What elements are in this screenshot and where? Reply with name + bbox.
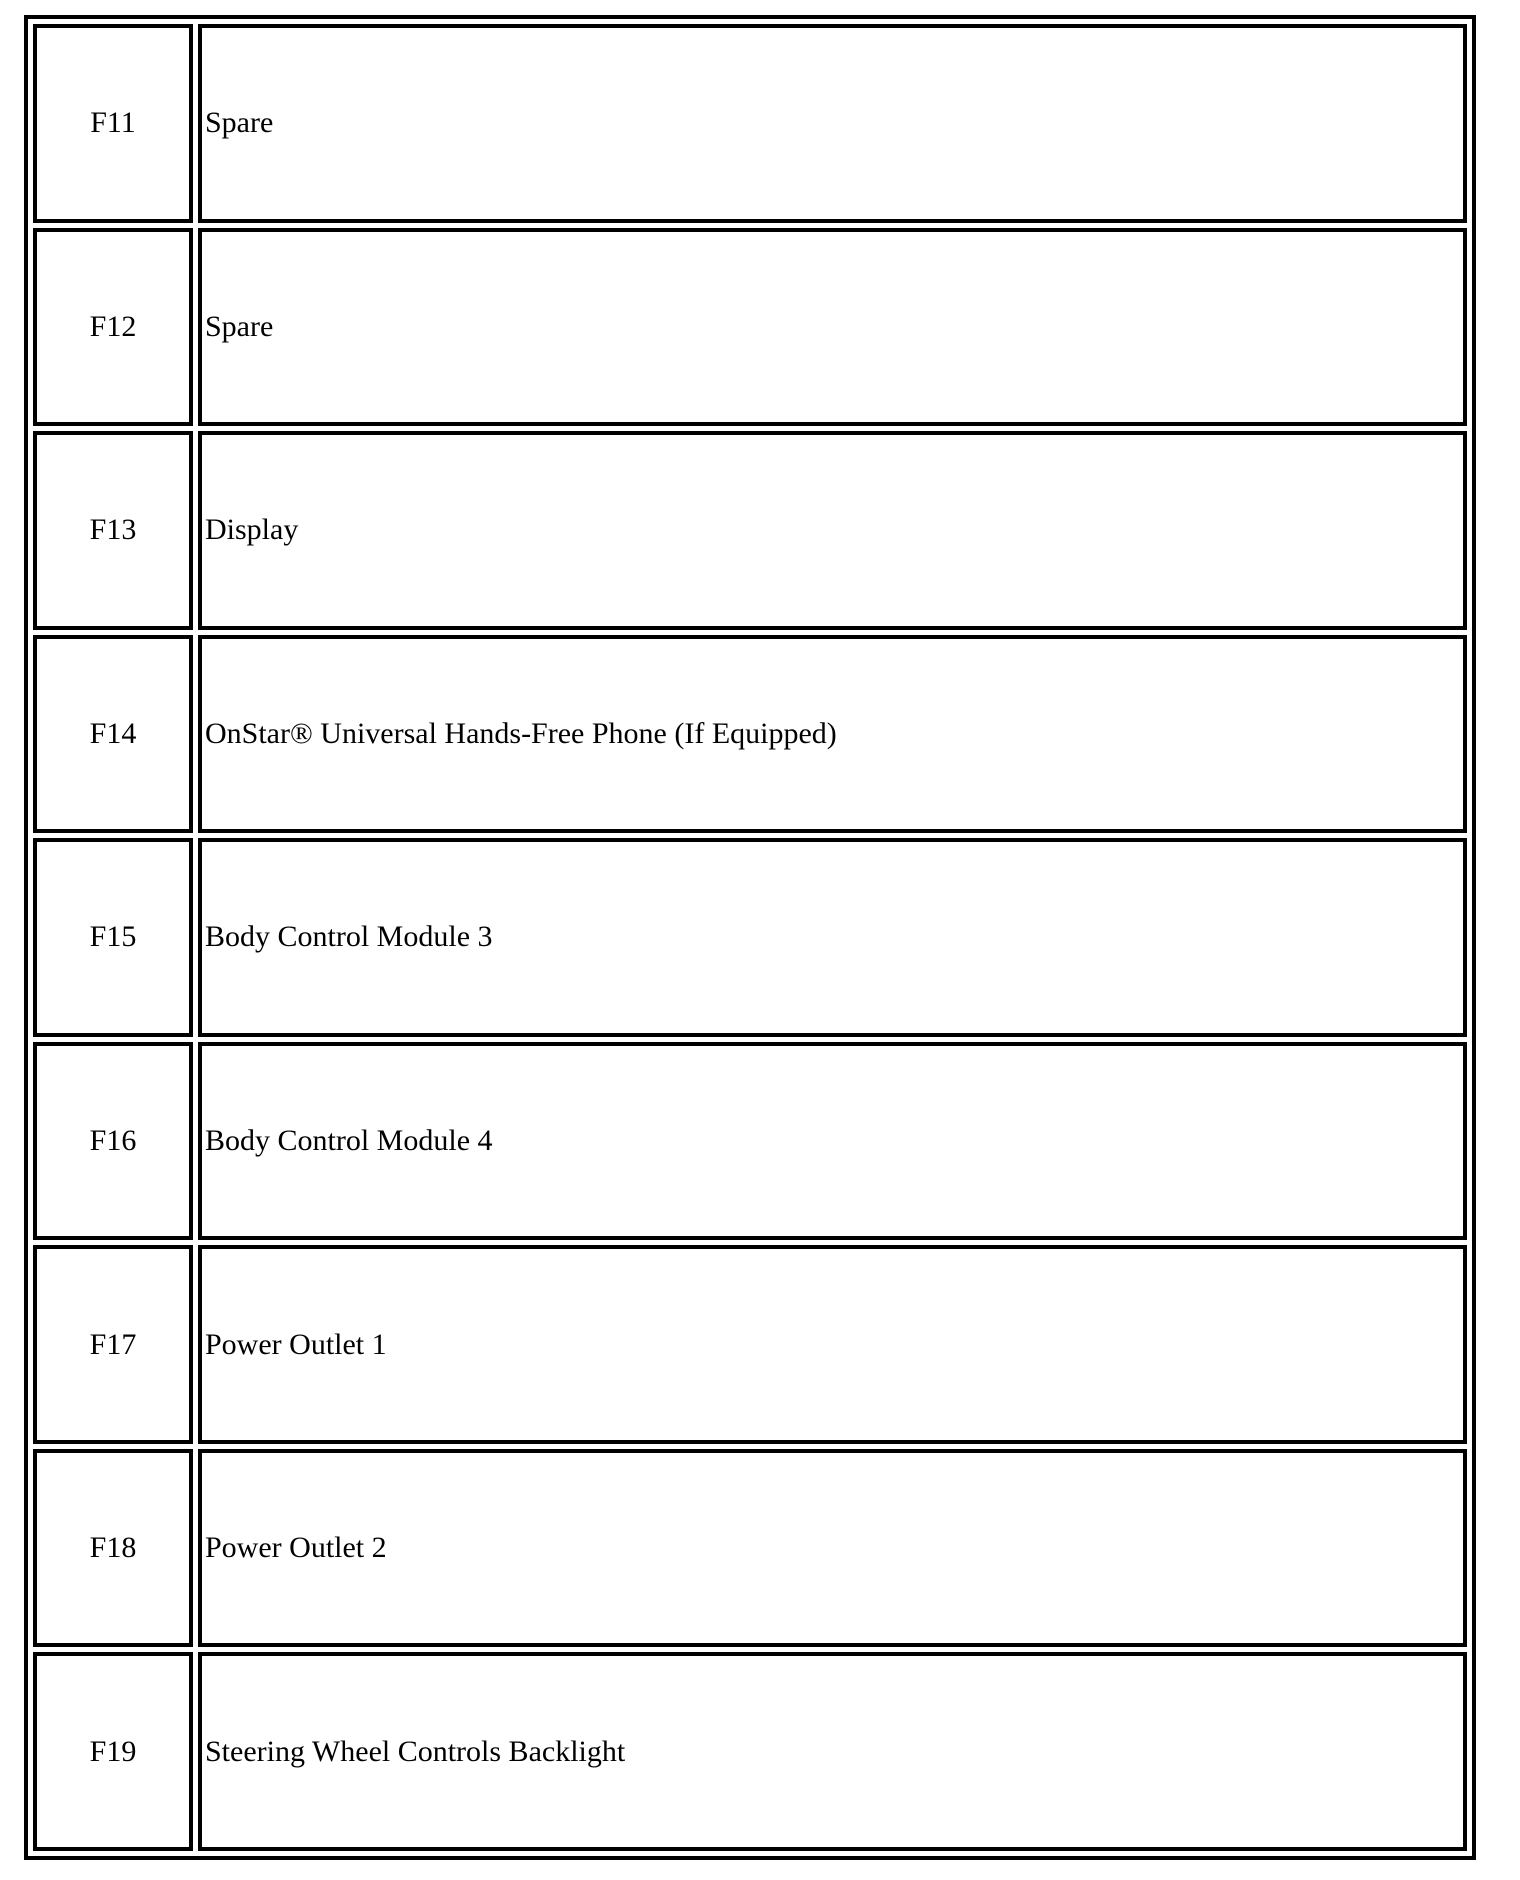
table-row (33, 1245, 1467, 1444)
fuse-usage: Display (198, 431, 1467, 630)
fuse-number: F15 (33, 838, 193, 1037)
table-row (33, 1449, 1467, 1648)
fuse-number: F19 (33, 1652, 193, 1851)
fuse-usage: Power Outlet 2 (198, 1449, 1467, 1648)
fuse-number: F18 (33, 1449, 193, 1648)
fuse-number: F11 (33, 24, 193, 223)
table-row (33, 838, 1467, 1037)
fuse-number: F16 (33, 1042, 193, 1241)
table-row (33, 431, 1467, 630)
table-row (33, 24, 1467, 223)
fuse-number: F12 (33, 228, 193, 427)
fuse-usage: Body Control Module 4 (198, 1042, 1467, 1241)
fuse-usage: Power Outlet 1 (198, 1245, 1467, 1444)
table-row (33, 1652, 1467, 1851)
fuse-number: F14 (33, 635, 193, 834)
fuse-usage: Body Control Module 3 (198, 838, 1467, 1037)
table-row (33, 1042, 1467, 1241)
fuse-number: F17 (33, 1245, 193, 1444)
fuse-usage: Spare (198, 228, 1467, 427)
table-row (33, 635, 1467, 834)
fuse-usage: Steering Wheel Controls Backlight (198, 1652, 1467, 1851)
fuse-number: F13 (33, 431, 193, 630)
fuse-usage: OnStar® Universal Hands-Free Phone (If Equipped) (198, 635, 1467, 834)
table-row (33, 228, 1467, 427)
fuse-table (24, 15, 1476, 1860)
fuse-usage: Spare (198, 24, 1467, 223)
